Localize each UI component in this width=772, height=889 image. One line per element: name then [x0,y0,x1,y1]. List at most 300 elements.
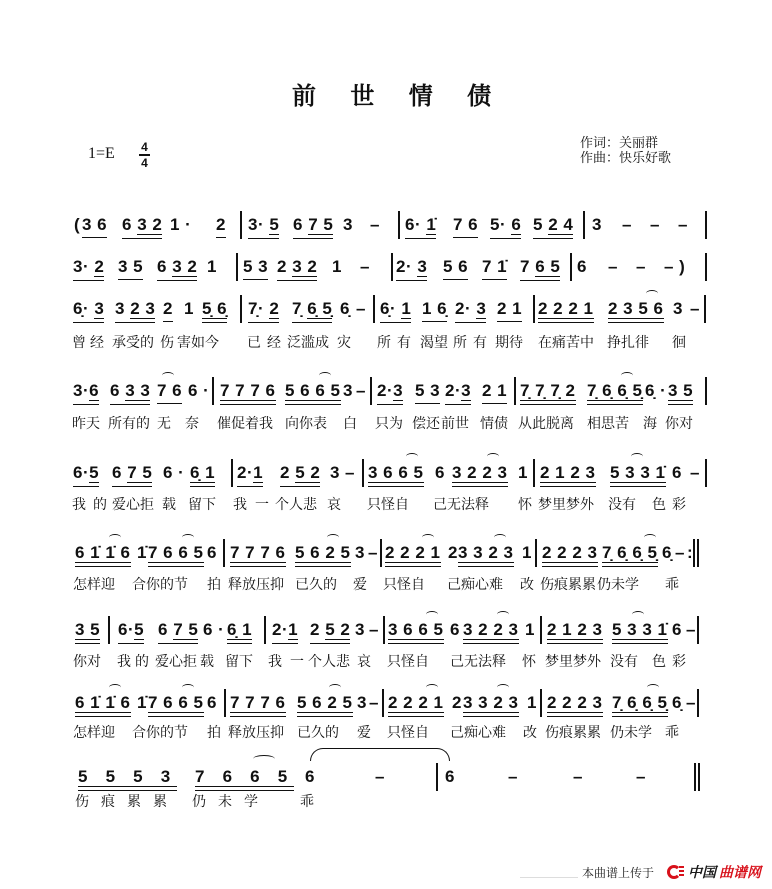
sixteenth-notes: 6̣ 5̣ [307,299,333,318]
sixteenth-notes: 3 [417,257,428,276]
lyric-text: 前世 [441,416,469,432]
barline [705,253,707,281]
lyric-text: 奈 [185,416,199,432]
lyric-text: 只为 [375,416,403,432]
barline [240,211,242,239]
lyric-text: 改 [520,577,534,593]
barline [583,211,585,239]
staff-row-6 [0,544,772,568]
lyric-text: 有 [397,335,411,351]
sixteenth-notes: 2 2 2 1 [385,543,441,562]
sixteenth-notes: 3 3 2 3 [463,693,519,712]
note-group [385,544,441,567]
note-group [158,621,198,644]
sustain-dash: – [369,693,379,712]
slur-mark [182,534,194,541]
note-group [148,694,204,717]
lyric-text: 合你的节 [132,725,188,741]
lyric-text: 载 [200,654,214,670]
note-group [272,621,298,644]
barline [697,616,699,644]
sixteenth-notes: 5 [134,620,145,639]
lyrics-row-9 [0,793,772,813]
lyric-text: 你对 [73,654,101,670]
eighth-notes: 6 [157,257,173,276]
barline [382,689,384,717]
sixteenth-notes: 3 5 [668,381,694,400]
lyric-text: 海 [643,416,657,432]
sixteenth-notes: 3 2 [292,257,318,276]
slur-mark [497,684,509,691]
sixteenth-notes: 6 1̇ 1̇ 6 [75,693,131,712]
sixteenth-notes: 2 2 2 1 [388,693,444,712]
lyric-text: 爱心拒 [155,654,197,670]
note-group [610,464,666,487]
lyric-text: 己无法释 [450,654,506,670]
note-group [227,621,252,644]
sixteenth-notes: 2 3 5 6 [608,299,664,318]
sustain-dash: – [608,257,618,276]
repeat-dots: : [687,543,694,562]
note-group [368,464,424,487]
barline [705,459,707,487]
slur-mark [109,534,121,541]
note: ( [74,215,81,234]
lyric-text: 相思苦 [587,416,629,432]
lyric-text: 哀 [357,654,371,670]
note-group [295,544,351,567]
song-title: 前 世 情 债 [292,82,505,110]
note-group: 2 [163,300,173,322]
note-group [538,300,594,323]
lyric-text: 害如今 [177,335,219,351]
sixteenth-notes: 7 5 [127,463,153,482]
note: 1̇ [137,543,147,562]
sustain-dash: – [622,215,632,234]
final-barline [698,763,700,791]
sustain-dash: – [369,620,379,639]
lyric-text: 在痛苦中 [538,335,594,351]
slur-mark [646,290,658,297]
eighth-notes: 5 [533,215,549,234]
note: 1 [522,543,532,562]
sixteenth-notes: 5 5 5 3 [78,767,177,786]
note-group [388,694,444,717]
slur-mark [621,372,633,379]
note-group [73,258,104,281]
slur-mark [329,684,341,691]
note-group [310,621,350,644]
note: 2 [452,693,462,712]
barline [223,539,225,567]
sixteenth-notes: 6 [511,215,522,234]
note: 1 [525,620,535,639]
lyric-text: 伤痕累累 [545,725,601,741]
eighth-notes: 2· [272,620,289,639]
note-group [220,382,276,405]
sixteenth-notes: 6̣ 1 [227,620,253,639]
eighth-notes: 6 [110,381,126,400]
note-group [118,621,144,644]
sustain-dash: – [573,767,583,786]
lyric-text: 合你的节 [132,577,188,593]
sustain-dash: – [356,299,366,318]
note-group [490,216,521,239]
note-group [608,300,664,323]
slur-mark [497,611,509,618]
key-signature: 1=E [88,145,115,162]
note-group: 5 3 [415,382,440,404]
staff-row-3 [0,300,772,324]
sixteenth-notes: 7 6 6 5 [148,543,204,562]
note: 6 · [163,463,185,482]
lyric-text: 我 [117,654,131,670]
barline [697,689,699,717]
note-group [520,258,560,281]
note-group [75,621,100,644]
note-group [540,464,596,487]
lyric-text: 曾 [72,335,86,351]
lyric-text: 徊 [672,335,686,351]
staff-row-4 [0,382,772,406]
sustain-dash: – [370,215,380,234]
sixteenth-notes: 3 [476,299,487,318]
slur-mark [426,611,438,618]
staff-row-9 [0,768,772,792]
note: 6 [450,620,460,639]
lyric-text: 已久的 [297,725,339,741]
slur-mark [632,611,644,618]
note: 6̣ [672,693,682,712]
lyric-text: 你对 [665,416,693,432]
note-group [547,694,603,717]
lyric-text: 所有的 [108,416,150,432]
note-group [668,382,693,405]
note-group [602,544,658,567]
note: 3 [355,620,365,639]
eighth-notes: 2· [455,299,477,318]
sixteenth-notes: 3 2 [172,257,198,276]
sixteenth-notes: 7̣ 7̣ 7̣ 2 [520,381,576,400]
sustain-dash: – ) [664,257,686,276]
lyric-text: 己痴心难 [447,577,503,593]
note-group [112,464,152,487]
note-group [445,382,471,405]
eighth-notes: 6 [293,215,309,234]
lyric-text: 只怪自 [383,577,425,593]
sixteenth-notes: 3 3 2 3 [458,543,514,562]
note-group [73,300,104,323]
note-group: 2 1 [497,300,522,322]
sustain-dash: – [360,257,370,276]
sixteenth-notes: 7 7 7 6 [230,693,286,712]
sixteenth-notes: 5 [269,215,280,234]
eighth-notes: 7 [520,257,536,276]
lyric-text: 伤痕累累 [540,577,596,593]
eighth-notes: 3 [115,299,131,318]
sixteenth-notes: 7 5 [308,215,334,234]
sustain-dash: – [690,299,700,318]
note: 6 [445,767,455,786]
note: 2 [448,543,458,562]
note-group [612,621,668,644]
note-group [248,300,279,323]
slur-mark [182,684,194,691]
sixteenth-notes: 3 6 6 5 [388,620,444,639]
note: 1 · [170,215,192,234]
lyric-text: 改 [523,725,537,741]
note: 6̣ · [645,381,667,400]
note-group: 2 1 [482,382,507,404]
lyric-text: 怀 [522,654,536,670]
sixteenth-notes: 5 2 [295,463,321,482]
note-group [110,382,150,405]
sixteenth-notes: 5 3 3 1̇ [612,620,668,639]
lyric-text: 所 [453,335,467,351]
note-group [297,694,353,717]
staff-row-5 [0,464,772,488]
sixteenth-notes: 3 [94,299,105,318]
sixteenth-notes: 2 [94,257,105,276]
barline [704,295,706,323]
lyric-text: 期待 [495,335,523,351]
eighth-notes: 3· [73,381,90,400]
sustain-dash: – [508,767,518,786]
eighth-notes: 2 [280,463,296,482]
note: 1̇ [137,693,147,712]
note-group [73,464,99,487]
lyric-text: 我 [72,497,86,513]
lyrics-row-5 [0,496,772,516]
sixteenth-notes: 1 [401,299,412,318]
lyric-text: 乖 [665,725,679,741]
barline [212,377,214,405]
lyric-text: 释放压抑 [228,725,284,741]
note-group [75,694,131,717]
eighth-notes: 2· [237,463,254,482]
sixteenth-notes: 5 6 2 5 [295,543,351,562]
barline [540,616,542,644]
lyric-text: 昨天 [72,416,100,432]
note-group [237,464,263,487]
note-group [115,300,155,323]
site-name-link[interactable]: 中国 [688,865,716,881]
sustain-dash: – [678,215,688,234]
lyric-text: 留下 [188,497,216,513]
note-group [587,382,643,405]
note-group [463,621,519,644]
barline [533,459,535,487]
lyrics-row-7 [0,653,772,673]
note-group [285,382,341,405]
lyric-text: 色 [652,654,666,670]
sustain-dash: – [345,463,355,482]
slur-mark [494,534,506,541]
repeat-end-barline [693,539,695,567]
note-group [78,768,177,791]
note-group [542,544,598,567]
note-group [280,464,320,487]
note: 6 · [203,620,225,639]
eighth-notes: 2· [396,257,418,276]
lyric-text: 情债 [480,416,508,432]
barline [231,459,233,487]
upload-note: 本曲谱上传于 [582,866,655,880]
lyric-text: 释放压抑 [228,577,284,593]
lyric-text: 仍未学 [597,577,639,593]
lyric-text: 挣扎徘 [607,335,649,351]
lyric-text: 伤痕累累 [75,794,179,810]
sixteenth-notes: 2 [269,299,280,318]
eighth-notes: 6· [73,463,90,482]
eighth-notes: 7̣ [292,299,308,318]
sixteenth-notes: 5 6 6 5 [285,381,341,400]
sustain-dash: – [636,767,646,786]
sustain-dash: – [368,543,378,562]
lyric-text: 色 [652,497,666,513]
sixteenth-notes: 2 2 2 3 [542,543,598,562]
note-group [547,621,603,644]
staff-row-7 [0,621,772,645]
lyric-text: 无 [157,416,171,432]
lyric-text: 爱 [357,725,371,741]
eighth-notes: 6· [405,215,427,234]
slur-mark [631,453,643,460]
lyric-text: 偿还 [412,416,440,432]
note: 6̣ [662,543,672,562]
sustain-dash: – [686,620,696,639]
note-group: 1 6̣ [422,300,447,322]
note: 1 [518,463,528,482]
barline [362,459,364,487]
sixteenth-notes: 3 2 2 3 [452,463,508,482]
note-group [148,544,204,567]
note-group [396,258,427,281]
sixteenth-notes: 2 1 2 3 [540,463,596,482]
lyric-text: 经 [267,335,281,351]
barline [570,253,572,281]
slur-mark [319,372,331,379]
note-group [122,216,162,239]
note-group: 3 5 [118,258,143,280]
note-group: 5 6 [443,258,468,280]
note-group [520,382,576,405]
note-group [230,694,286,717]
note: 6 [672,463,682,482]
eighth-notes: 2 [277,257,293,276]
eighth-notes: 5· [490,215,512,234]
footer-divider [520,877,578,878]
barline [224,689,226,717]
lyric-text: 经 [90,335,104,351]
lyric-text: 我 [268,654,282,670]
sixteenth-notes: 3 [461,381,472,400]
note-group [190,464,215,487]
slur-mark [406,453,418,460]
sixteenth-notes: 5 3 3 1̇ [610,463,666,482]
sixteenth-notes: 3 2 [137,215,163,234]
lyric-text: 拍 [207,577,221,593]
barline [370,377,372,405]
note: 1 [207,257,217,276]
slur-mark [426,684,438,691]
final-barline [694,763,696,791]
sustain-dash: – [675,543,685,562]
sixteenth-notes: 7 7 7 6 [220,381,276,400]
note-group [612,694,668,717]
eighth-notes: 6̣· [380,299,402,318]
sustain-dash: – [375,767,385,786]
time-signature-denominator: 4 [141,155,148,170]
note-group [230,544,286,567]
lyric-text: 催促着我 [217,416,273,432]
lyric-text: 拍 [207,725,221,741]
sixteenth-notes: 5 [89,463,100,482]
lyric-text: 白 [343,416,357,432]
slur-mark [109,684,121,691]
note-group [293,216,333,239]
lyric-text: 承受的 [112,335,154,351]
note-group [388,621,444,644]
lyric-text: 一 [255,497,269,513]
repeat-end-barline [697,539,699,567]
note-group [533,216,573,239]
eighth-notes: 2 [310,620,326,639]
lyric-text: 仍未学 [610,725,652,741]
note: 3 [355,543,365,562]
note: 6̣ [340,299,350,318]
note: 3 [592,215,602,234]
sixteenth-notes: 6 5 [535,257,561,276]
sustain-dash: – [636,257,646,276]
eighth-notes: 2· [445,381,462,400]
note: 6 [305,767,315,786]
lyric-text: 哀 [327,497,341,513]
note-group [458,544,514,567]
barline [236,253,238,281]
note: 1 [184,299,194,318]
sustain-dash: – [690,463,700,482]
lyric-text: 的 [93,497,107,513]
lyric-text: 爱心拒 [112,497,154,513]
sixteenth-notes: 2 2 2 3 [547,693,603,712]
sixteenth-notes: 7 6 6 5 [195,767,294,786]
lyric-text: 已 [247,335,261,351]
lyric-text: 所 [377,335,391,351]
sustain-dash: – [650,215,660,234]
lyric-text: 没有 [610,654,638,670]
note: 6 · [188,381,210,400]
note-group: 5 3 [243,258,268,280]
sixteenth-notes: 2 1 2 3 [547,620,603,639]
lyric-text: 怎样迎 [73,725,115,741]
eighth-notes: 2· [377,381,394,400]
sixteenth-notes: 5̣ 6̣ [202,299,228,318]
barline [436,763,438,791]
tie-mark [310,748,450,761]
barline [264,616,266,644]
lyric-text: 只怪自 [387,654,429,670]
sixteenth-notes: 2 2 2 1 [538,299,594,318]
eighth-notes: 6̣· [73,299,95,318]
sixteenth-notes: 3 6 6 5 [368,463,424,482]
eighth-notes: 6 [122,215,138,234]
note-group [73,382,99,405]
site-name-link-red[interactable]: 曲谱网 [719,865,761,881]
sixteenth-notes: 3 3 [125,381,151,400]
note: 6 [435,463,445,482]
lyric-text: 己无法释 [433,497,489,513]
